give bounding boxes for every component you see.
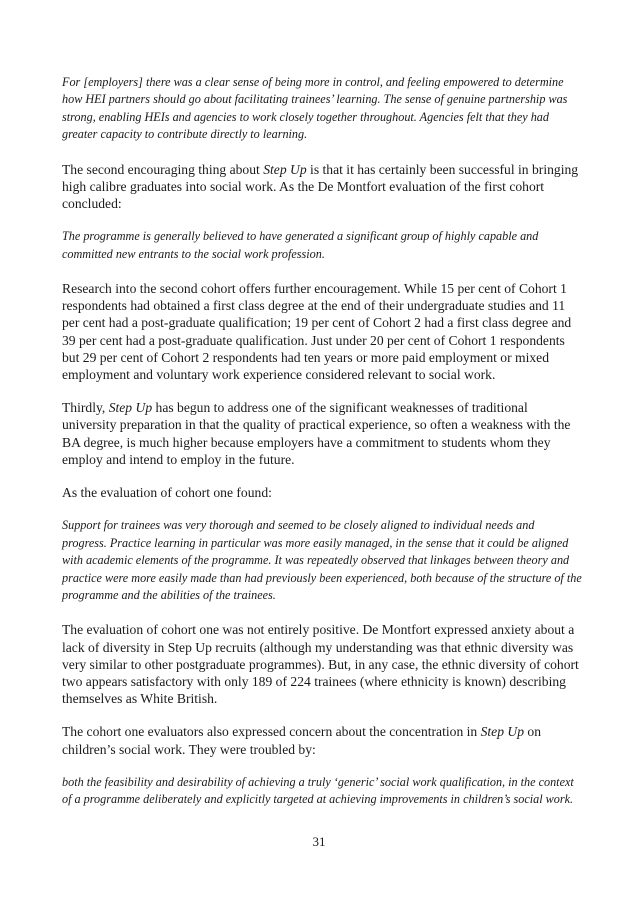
second-cohort-paragraph: Research into the second cohort offers further encouragement. While 15 per cent of Cohort 1 respondents had obtained a first class degree at the end of their undergraduate studies and 11 per cent had a post-graduate qualification; 19 per cent of Cohort 2 had a first class degree and 39 per cent had a post-graduate qualification. Just under 20 per cent of Cohort 1 respondents but 29 per cent of Cohort 2 respondents had ten years or more paid employment or mixed employment and voluntary work experience considered relevant to social work.	[62, 281, 572, 383]
cohort-one-intro: As the evaluation of cohort one found:	[62, 485, 272, 501]
page-number: 31	[312, 834, 326, 849]
employers-quote: For [employers] there was a clear sense of being more in control, and feeling empowered to determine how HEI partners should go about facilitating trainees’ learning. The sense of genuine partnership was strong, enabling HEIs and agencies to work closely together throughout. Agencies felt that they had greater capacity to contribute directly to learning.	[62, 75, 568, 142]
diversity-paragraph: The evaluation of cohort one was not entirely positive. De Montfort expressed anxiety about a lack of diversity in Step Up recruits (although my understanding was that ethnic diversity was very similar to other postgraduate programmes). But, in any case, the ethnic diversity of cohort two appears satisfactory with only 189 of 224 trainees (where ethnicity is known) describing themselves as White British.	[62, 622, 579, 707]
concentration-paragraph: The cohort one evaluators also expressed concern about the concentration in Step Up on children’s social work. They were troubled by:	[62, 724, 542, 757]
high-calibre-paragraph: The second encouraging thing about Step Up is that it has certainly been successful in bringing high calibre graduates into social work. As the De Montfort evaluation of the first cohort concluded:	[62, 161, 579, 212]
page-body	[62, 74, 582, 826]
de-montfort-quote: The programme is generally believed to have generated a significant group of highly capable and committed new entrants to the social work profession.	[62, 229, 539, 261]
support-quote: Support for trainees was very thorough and seemed to be closely aligned to individual needs and progress. Practice learning in particular was more easily managed, in the sense that it could be aligned with academic elements of the programme. It was repeatedly observed that linkages between theory and practice were more easily made than had previously been experienced, both because of the structure of the programme and the abilities of the trainees.	[62, 518, 582, 602]
practical-experience-paragraph: Thirdly, Step Up has begun to address one of the significant weaknesses of traditional university preparation in that the quality of practical experience, so often a weakness with the BA degree, is much higher because employers have a commitment to students whom they employ and intend to employ in the future.	[62, 400, 571, 467]
generic-qualification-quote: both the feasibility and desirability of achieving a truly ‘generic’ social work qualification, in the context of a programme deliberately and explicitly targeted at achieving improvements in children’s social work.	[62, 774, 574, 807]
